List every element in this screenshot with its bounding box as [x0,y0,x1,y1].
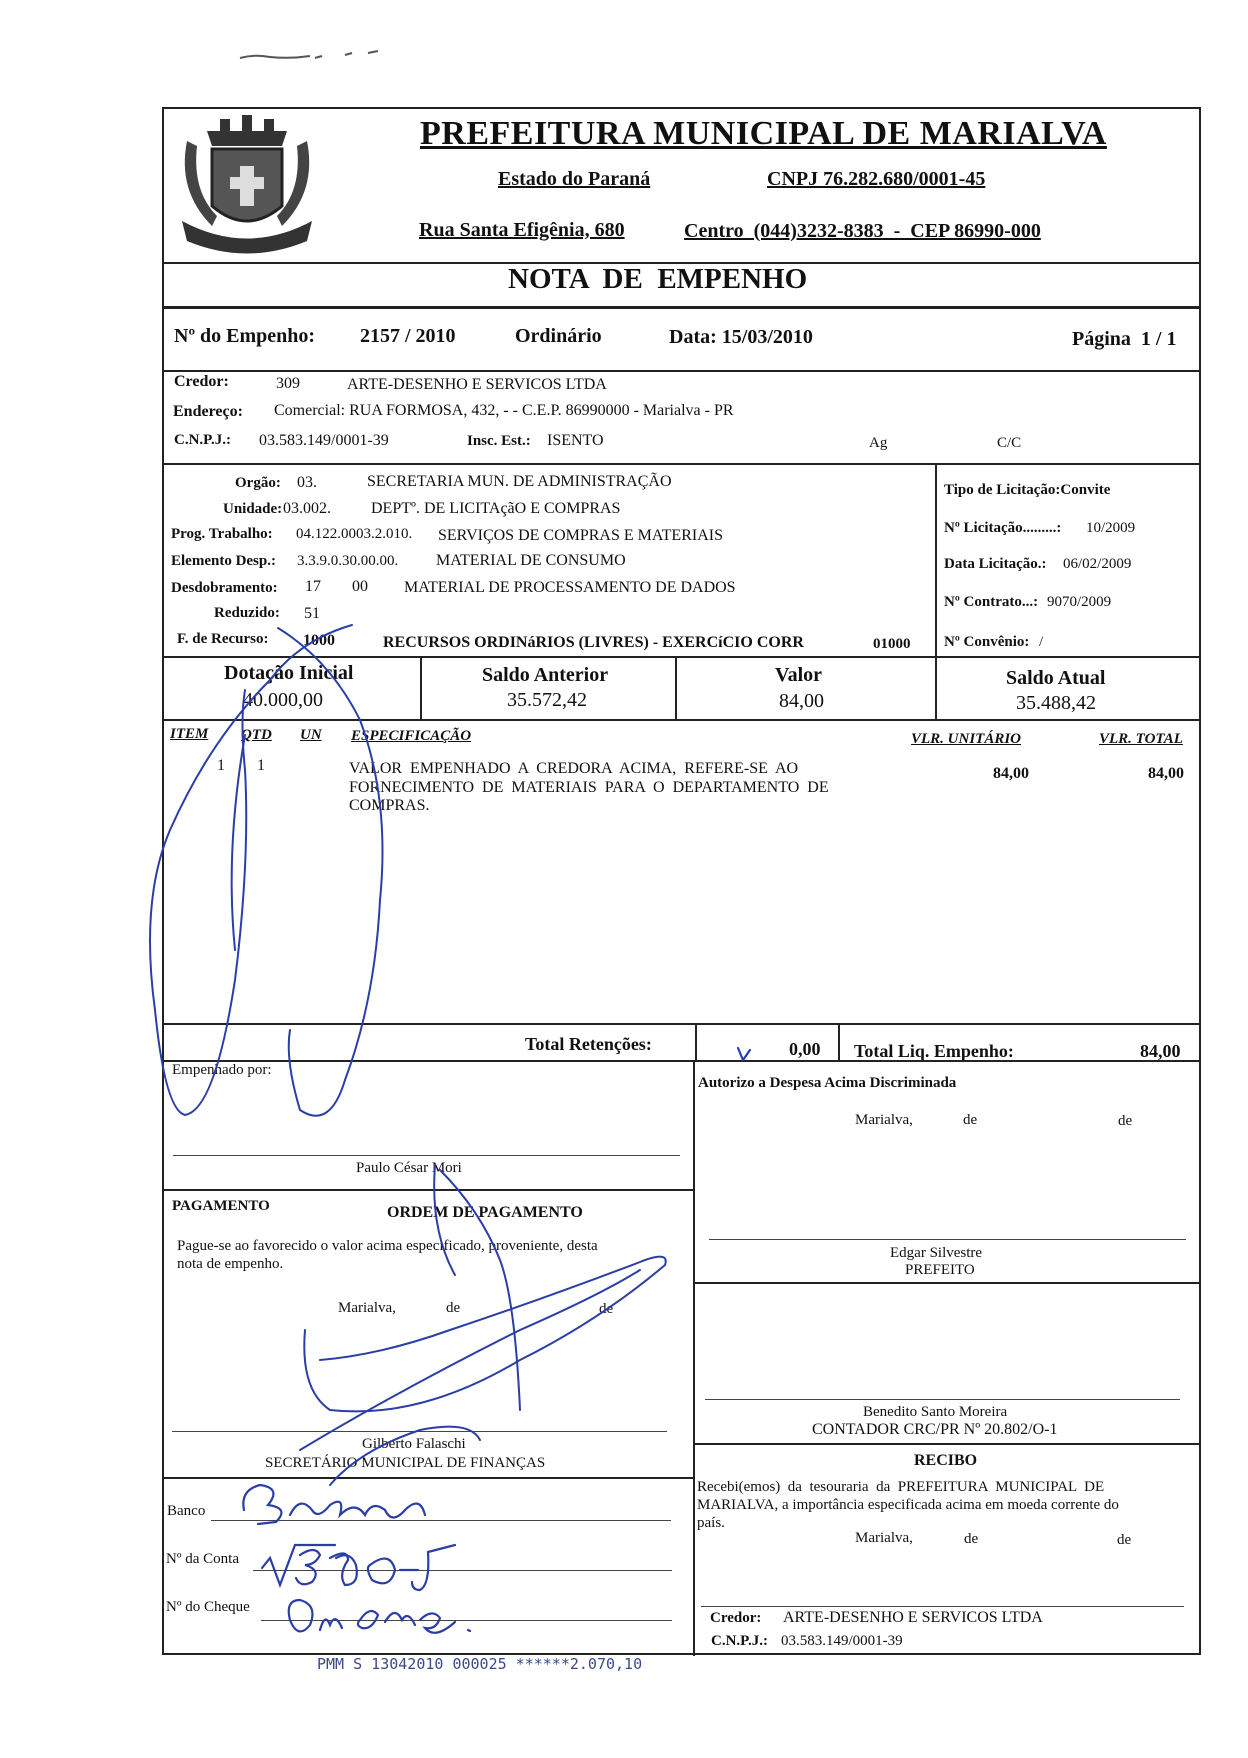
col-header-un: UN [300,727,322,743]
divider [163,306,1200,309]
contador-role: CONTADOR CRC/PR Nº 20.802/O-1 [812,1421,1058,1438]
recibo-cnpj-label: C.N.P.J.: [711,1633,768,1649]
licitacao-number-label: Nº Licitação.........: [944,520,1062,536]
contrato-value: 9070/2009 [1047,594,1112,610]
empenho-date: Data: 15/03/2010 [669,326,813,348]
pagamento-label: PAGAMENTO [172,1198,270,1214]
recibo-credor-label: Credor: [710,1610,762,1626]
divider [675,656,677,719]
col-header-vlr-total: VLR. TOTAL [1099,731,1183,747]
credor-label: Credor: [174,373,229,390]
saldo-atual-label: Saldo Atual [1006,667,1106,689]
orgao-value: SECRETARIA MUN. DE ADMINISTRAÇÃO [367,473,672,490]
divider [163,719,1200,721]
divider [838,1023,840,1060]
licitacao-date: 06/02/2009 [1063,556,1132,572]
recibo-de: de [964,1531,979,1547]
pagamento-text: nota de empenho. [177,1256,284,1272]
divider [163,1023,1200,1025]
pagamento-text: Pague-se ao favorecido o valor acima especificado, proveniente, desta [177,1238,598,1254]
signature-line [173,1155,680,1156]
empenho-number: 2157 / 2010 [360,325,456,347]
contrato-label: Nº Contrato...: [944,594,1039,610]
saldo-atual-value: 35.488,42 [1016,692,1096,714]
recurso-label: F. de Recurso: [177,631,269,647]
licitacao-date-label: Data Licitação.: [944,556,1047,572]
endereco-value: Comercial: RUA FORMOSA, 432, - - C.E.P. 86990000 - Marialva - PR [274,402,734,419]
recurso-number: 01000 [873,636,911,652]
elemento-value: MATERIAL DE CONSUMO [436,552,626,569]
convenio-value: / [1039,634,1044,650]
insc-est-label: Insc. Est.: [467,433,531,449]
recibo-credor-name: ARTE-DESENHO E SERVICOS LTDA [783,1609,1043,1626]
field-line [261,1620,672,1621]
endereco-label: Endereço: [173,403,243,420]
col-header-qtd: QTD [241,727,272,743]
divider [935,463,937,719]
desdobramento-code2: 00 [352,578,368,595]
empenho-number-label: Nº do Empenho: [174,325,316,347]
document-title: NOTA DE EMPENHO [508,263,808,295]
item-qtd: 1 [257,757,265,774]
unidade-code: 03.002. [283,500,331,517]
pagamento-de: de [446,1300,461,1316]
signature-line [709,1239,1186,1240]
pagamento-de: de [599,1301,614,1317]
empenho-type: Ordinário [515,325,602,347]
dotacao-label: Dotação Inicial [224,662,354,684]
contador-name: Benedito Santo Moreira [863,1404,1008,1420]
dotacao-value: 40.000,00 [243,689,323,711]
divider [693,1060,695,1656]
footer-stamp: PMM S 13042010 000025 ******2.070,10 [317,1655,643,1673]
autorizo-de: de [963,1112,978,1128]
unidade-label: Unidade: [223,501,283,517]
divider [163,656,1200,658]
divider [163,1477,693,1479]
prog-trabalho-label: Prog. Trabalho: [171,526,273,542]
coat-of-arms-logo [172,111,322,259]
secretario-name: Gilberto Falaschi [362,1436,466,1452]
empenhado-por-name: Paulo César Mori [356,1160,462,1176]
header-title: PREFEITURA MUNICIPAL DE MARIALVA [420,115,1107,152]
header-state: Estado do Paraná [498,168,651,190]
valor-label: Valor [775,664,823,686]
ordem-pagamento-label: ORDEM DE PAGAMENTO [387,1204,583,1221]
orgao-code: 03. [297,474,317,491]
recibo-text: Recebi(emos) da tesouraria da PREFEITURA MUNICIPAL DE [697,1479,1105,1495]
cheque-label: Nº do Cheque [166,1599,250,1615]
recurso-code: 1000 [303,632,335,649]
page-indicator: Página 1 / 1 [1072,328,1177,350]
item-spec-line: COMPRAS. [349,797,430,814]
reduzido-value: 51 [304,605,320,622]
convenio-label: Nº Convênio: [944,634,1030,650]
field-line [253,1570,672,1571]
desdobramento-code1: 17 [305,578,321,595]
divider [163,370,1200,372]
divider [163,463,1200,465]
desdobramento-value: MATERIAL DE PROCESSAMENTO DE DADOS [404,579,736,596]
banco-label: Banco [167,1503,206,1519]
recibo-label: RECIBO [914,1452,978,1469]
recibo-text: país. [697,1515,725,1531]
pagamento-city: Marialva, [338,1300,396,1316]
conta-corrente-label: C/C [997,435,1022,451]
divider [693,1443,1200,1445]
divider [163,1189,693,1191]
item-spec-line: VALOR EMPENHADO A CREDORA ACIMA, REFERE-SE AO [349,760,799,777]
divider [695,1023,697,1060]
retencoes-label: Total Retenções: [525,1034,652,1054]
desdobramento-label: Desdobramento: [171,580,278,596]
credor-name: ARTE-DESENHO E SERVICOS LTDA [347,376,607,393]
col-header-especificacao: ESPECIFICAÇÃO [351,728,472,744]
elemento-code: 3.3.9.0.30.00.00. [297,553,399,569]
retencoes-value: 0,00 [789,1039,821,1059]
autorizo-label: Autorizo a Despesa Acima Discriminada [698,1075,957,1091]
recibo-city: Marialva, [855,1530,913,1546]
saldo-anterior-label: Saldo Anterior [482,664,609,686]
recibo-text: MARIALVA, a importância especificada acima em moeda corrente do [697,1497,1119,1513]
agencia-label: Ag [869,435,888,451]
item-number: 1 [217,757,225,774]
autorizo-city: Marialva, [855,1112,913,1128]
item-total-price: 84,00 [1148,765,1184,782]
unidade-value: DEPTº. DE LICITAçãO E COMPRAS [371,500,621,517]
header-address-phone: Centro (044)3232-8383 - CEP 86990-000 [684,220,1041,242]
credor-cnpj-label: C.N.P.J.: [174,432,231,448]
signature-line [705,1399,1180,1400]
signature-line [701,1606,1184,1607]
item-unit-price: 84,00 [993,765,1029,782]
total-liquido-label: Total Liq. Empenho: [854,1041,1014,1061]
header-scribble [240,51,378,58]
insc-est-value: ISENTO [547,432,604,449]
credor-cnpj: 03.583.149/0001-39 [259,432,389,449]
recurso-value: RECURSOS ORDINáRIOS (LIVRES) - EXERCíCIO CORR [383,634,804,651]
recibo-de: de [1117,1532,1132,1548]
field-line [211,1520,671,1521]
secretario-role: SECRETÁRIO MUNICIPAL DE FINANÇAS [265,1455,546,1471]
prog-trabalho-value: SERVIÇOS DE COMPRAS E MATERIAIS [438,527,723,544]
divider [163,1060,1200,1062]
divider [693,1282,1200,1284]
col-header-vlr-unitario: VLR. UNITÁRIO [911,731,1022,747]
reduzido-label: Reduzido: [214,605,280,621]
autorizo-de: de [1118,1113,1133,1129]
licitacao-number: 10/2009 [1086,520,1136,536]
recibo-cnpj-value: 03.583.149/0001-39 [781,1633,903,1649]
credor-code: 309 [276,375,300,392]
orgao-label: Orgão: [235,475,281,491]
tipo-licitacao: Tipo de Licitação:Convite [944,482,1111,498]
prog-trabalho-code: 04.122.0003.2.010. [296,526,413,542]
item-spec-line: FORNECIMENTO DE MATERIAIS PARA O DEPARTAMENTO DE [349,779,829,796]
total-liquido-value: 84,00 [1140,1041,1181,1061]
conta-label: Nº da Conta [166,1551,239,1567]
saldo-anterior-value: 35.572,42 [507,689,587,711]
prefeito-name: Edgar Silvestre [890,1245,983,1261]
elemento-label: Elemento Desp.: [171,553,276,569]
divider [420,656,422,719]
empenhado-por-label: Empenhado por: [172,1062,272,1078]
header-cnpj: CNPJ 76.282.680/0001-45 [767,168,986,190]
col-header-item: ITEM [170,726,209,742]
prefeito-role: PREFEITO [905,1262,975,1278]
header-address: Rua Santa Efigênia, 680 [419,219,625,241]
signature-line [172,1431,667,1432]
valor-value: 84,00 [779,690,824,712]
